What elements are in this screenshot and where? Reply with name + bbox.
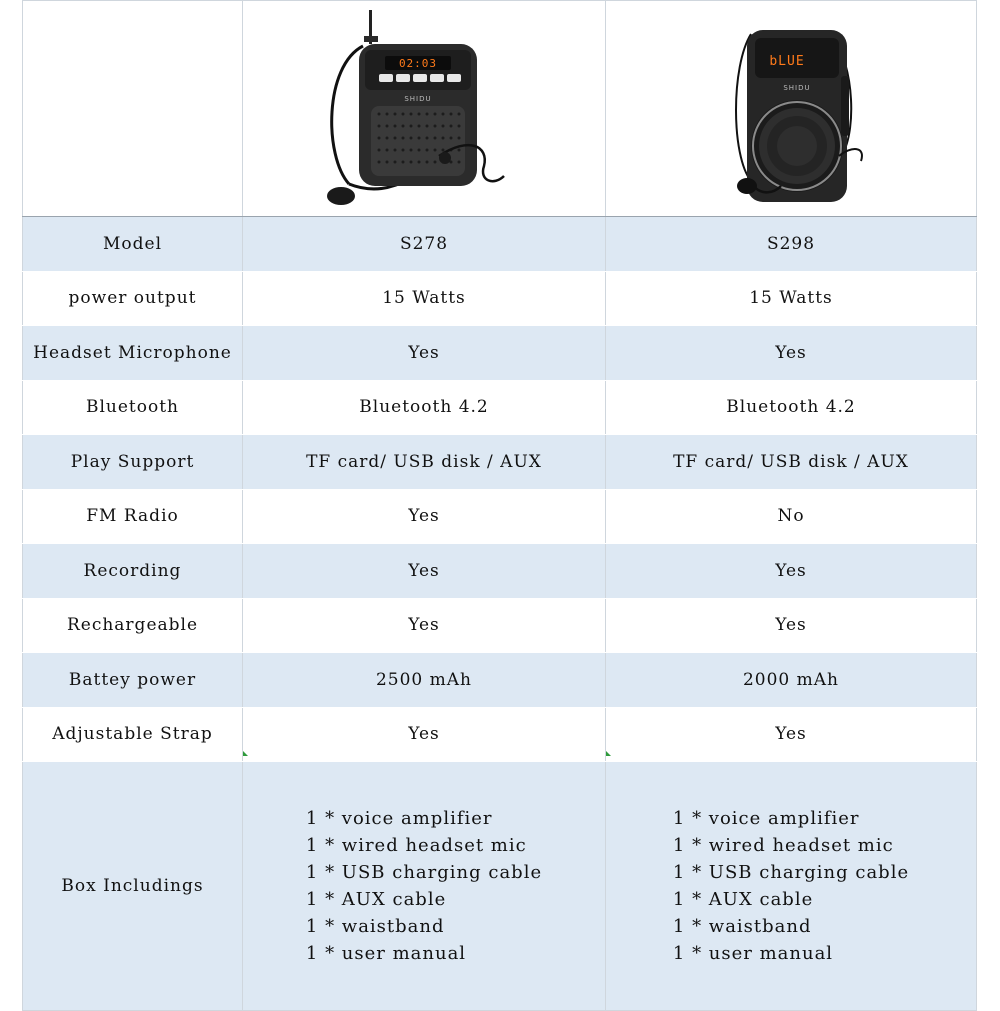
voice-amplifier-s278-icon [319,6,529,211]
spec-value-s298: Yes [606,598,977,653]
spec-value-s298: S298 [606,217,977,272]
spec-row-rechargeable [23,598,977,653]
box-item: 1 * voice amplifier [672,808,860,829]
spec-value-s298: Bluetooth 4.2 [606,380,977,435]
spec-row-play-support [23,435,977,490]
spec-value-s298: 2000 mAh [606,653,977,708]
spec-value-s298: Yes [606,326,977,381]
spec-label: Rechargeable [23,598,243,653]
box-item: 1 * wired headset mic [305,835,527,856]
spec-row-headset-microphone [23,326,977,381]
spec-value-s278: TF card/ USB disk / AUX [243,435,606,490]
spec-row-adjustable-strap [23,707,977,762]
box-contents-s278 [243,762,606,1011]
box-item: 1 * AUX cable [305,889,447,910]
spec-row-power-output [23,271,977,326]
product-image-cell-s278 [243,1,606,217]
spec-value-s278: Yes [243,707,606,762]
cell-corner-marker [243,751,248,756]
cell-corner-marker [606,751,611,756]
led-display-s298: bLUE [769,54,805,69]
comparison-table [22,0,977,1011]
spec-label: Play Support [23,435,243,490]
box-item: 1 * wired headset mic [672,835,894,856]
spec-label: Adjustable Strap [23,707,243,762]
spec-value-s298: TF card/ USB disk / AUX [606,435,977,490]
header-empty-cell [23,1,243,217]
spec-label: Bluetooth [23,380,243,435]
spec-value-s298: 15 Watts [606,271,977,326]
spec-label: Battey power [23,653,243,708]
box-list-s278 [306,805,542,967]
spec-value-s278: Yes [243,326,606,381]
spec-value-s278: S278 [243,217,606,272]
brand-label-s278: SHIDU [404,95,432,103]
spec-value-s278: Yes [243,489,606,544]
box-contents-s298 [606,762,977,1011]
box-item: 1 * voice amplifier [305,808,493,829]
spec-label: Recording [23,544,243,599]
box-item: 1 * user manual [672,943,834,964]
spec-label: Headset Microphone [23,326,243,381]
product-image-cell-s298 [606,1,977,217]
spec-label: Box Includings [23,762,243,1011]
spec-row-fm-radio [23,489,977,544]
box-item: 1 * AUX cable [672,889,814,910]
box-includings-row [23,762,977,1011]
spec-row-model [23,217,977,272]
spec-row-recording [23,544,977,599]
spec-row-bluetooth [23,380,977,435]
box-item: 1 * waistband [672,916,812,937]
box-item: 1 * USB charging cable [305,862,543,883]
product-image-row [23,1,977,217]
spec-label: power output [23,271,243,326]
spec-value-s278: 15 Watts [243,271,606,326]
spec-label: FM Radio [23,489,243,544]
box-item: 1 * user manual [305,943,467,964]
spec-value-s278: Bluetooth 4.2 [243,380,606,435]
spec-value-s278: 2500 mAh [243,653,606,708]
spec-value-s298: Yes [606,544,977,599]
brand-label-s298: SHIDU [783,84,811,92]
spec-value-s278: Yes [243,598,606,653]
voice-amplifier-s298-icon [691,6,891,211]
box-list-s298 [673,805,909,967]
led-display-s278: 02:03 [398,57,438,70]
spec-row-battery-power [23,653,977,708]
spec-value-s298: Yes [606,707,977,762]
box-item: 1 * USB charging cable [672,862,910,883]
spec-label: Model [23,217,243,272]
box-item: 1 * waistband [305,916,445,937]
spec-value-s278: Yes [243,544,606,599]
spec-value-s298: No [606,489,977,544]
